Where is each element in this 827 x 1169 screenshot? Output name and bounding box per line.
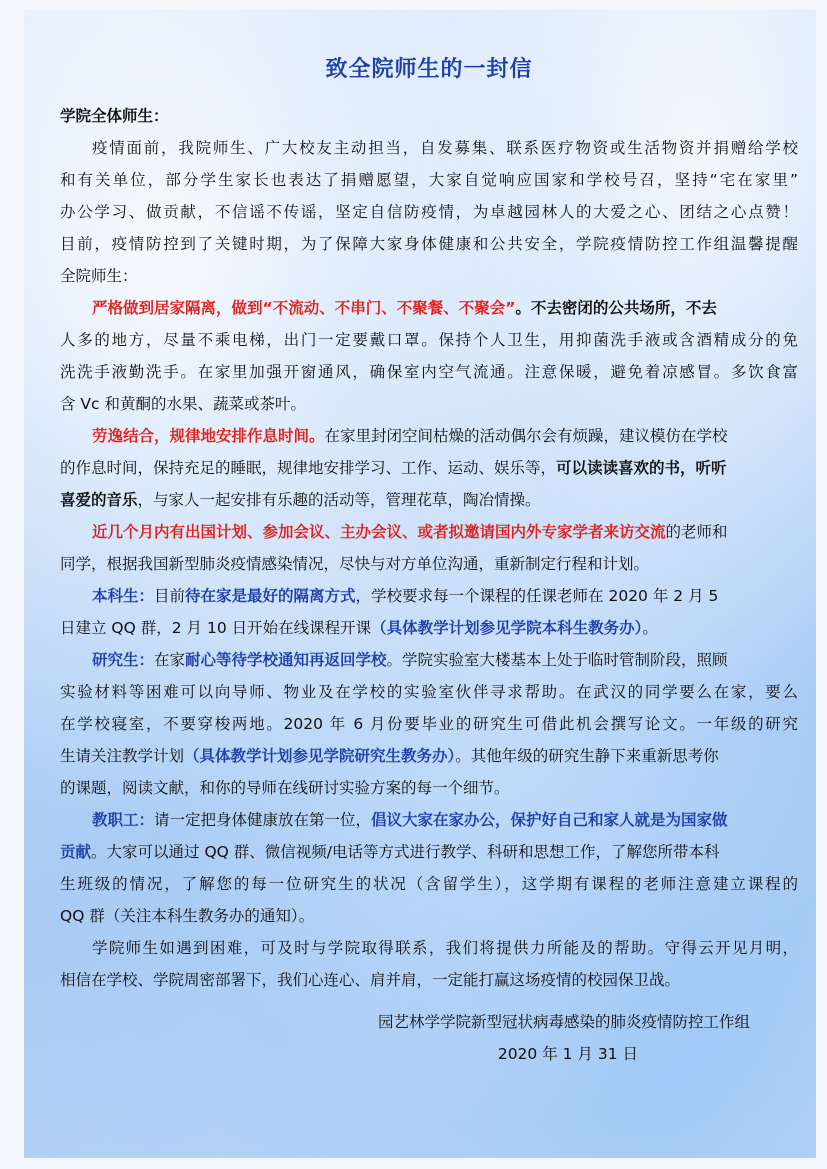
letter-content	[60, 50, 798, 1070]
paragraph-line: 目前，疫情防控到了关键时期，为了保障大家身体健康和公共安全，学院疫情防控工作组温馨提醒	[60, 235, 798, 253]
text-span: 日建立 QQ 群，2 月 10 日开始在线课程开课	[60, 619, 372, 637]
paragraph-line	[60, 740, 798, 772]
text-span: 的作息时间，保持充足的睡眠，规律地安排学习、工作、运动、娱乐等，	[60, 459, 557, 477]
highlight-bold: 喜爱的音乐	[60, 491, 138, 509]
text-span: 在家	[154, 651, 186, 669]
letter-page	[24, 10, 816, 1158]
paragraph-graduates	[60, 644, 798, 804]
paragraph-closing	[60, 932, 798, 996]
paragraph-line: 同学，根据我国新型肺炎疫情感染情况，尽快与对方单位沟通，重新制定行程和计划。	[60, 555, 650, 573]
paragraph-line	[60, 836, 798, 868]
paragraph-line: 生班级的情况，了解您的每一位研究生的状况（含留学生），这学期有课程的老师注意建立课程的	[60, 875, 798, 893]
highlight-blue: 倡议大家在家办公，保护好自己和家人就是为国家做	[371, 811, 728, 829]
paragraph-intro	[60, 132, 798, 292]
paragraph-routine	[60, 420, 798, 516]
text-span: 在家里封闭空间枯燥的活动偶尔会有烦躁，建议模仿在学校	[324, 427, 728, 445]
paragraph-line	[60, 804, 798, 836]
paragraph-line: 人多的地方，尽量不乘电梯，出门一定要戴口罩。保持个人卫生，用抑菌洗手液或含酒精成分的免	[60, 331, 798, 349]
section-label: 研究生：	[92, 651, 155, 669]
text-span: 请一定把身体健康放在第一位，	[154, 811, 372, 829]
text-span: 目前	[154, 587, 186, 605]
paragraph-line: QQ 群（关注本科生教务办的通知）。	[60, 907, 315, 925]
paragraph-line: 和有关单位，部分学生家长也表达了捐赠愿望，大家自觉响应国家和学校号召，坚持“宅在家里”	[60, 171, 798, 189]
paragraph-line	[60, 580, 798, 612]
highlight-blue: 耐心等待学校通知再返回学校	[185, 651, 387, 669]
highlight-blue: （具体教学计划参见学院本科生教务办）	[371, 619, 643, 637]
paragraph-line	[60, 452, 798, 484]
paragraph-line: 含 Vc 和黄酮的水果、蔬菜或茶叶。	[60, 395, 306, 413]
paragraph-line: 在学校寝室，不要穿梭两地。2020 年 6 月份要毕业的研究生可借此机会撰写论文。一年级的研究	[60, 715, 798, 733]
paragraph-line: 办公学习、做贡献，不信谣不传谣，坚定自信防疫情，为卓越园林人的大爱之心、团结之心点赞！	[60, 203, 798, 221]
paragraph-isolation	[60, 292, 798, 420]
text-span: 。其他年级的研究生静下来重新思考你	[455, 747, 719, 765]
paragraph-staff	[60, 804, 798, 932]
letter-title: 致全院师生的一封信	[325, 57, 533, 82]
text-span: 。大家可以通过 QQ 群、微信视频/电话等方式进行教学、科研和思想工作，了解您所带本科	[91, 843, 720, 861]
paragraph-line: 学院师生如遇到困难，可及时与学院取得联系，我们将提供力所能及的帮助。守得云开见月明，	[92, 939, 798, 957]
highlight-red: 劳逸结合，规律地安排作息时间。	[92, 427, 325, 445]
highlight-red: 严格做到居家隔离，做到“不流动、不串门、不聚餐、不聚会”	[92, 299, 516, 317]
section-label: 教职工：	[92, 811, 155, 829]
section-label: 本科生：	[92, 587, 155, 605]
paragraph-undergraduates	[60, 580, 798, 644]
paragraph-line	[60, 644, 798, 676]
paragraph-travel	[60, 516, 798, 580]
text-span: 的老师和	[665, 523, 728, 541]
highlight-blue: 待在家是最好的隔离方式	[185, 587, 356, 605]
highlight-red: 近几个月内有出国计划、参加会议、主办会议、或者拟邀请国内外专家学者来访交流	[92, 523, 666, 541]
text-span: ，学校要求每一个课程的任课老师在 2020 年 2 月 5	[355, 587, 719, 605]
text-span: 生请关注教学计划	[60, 747, 185, 765]
paragraph-line: 的课题，阅读文献，和你的导师在线研讨实验方案的每一个细节。	[60, 779, 510, 797]
paragraph-line	[60, 612, 798, 644]
paragraph-line	[60, 292, 798, 324]
paragraph-line	[60, 420, 798, 452]
highlight-blue: （具体教学计划参见学院研究生教务办）	[184, 747, 456, 765]
paragraph-line	[60, 516, 798, 548]
paragraph-line: 实验材料等困难可以向导师、物业及在学校的实验室伙伴寻求帮助。在武汉的同学要么在家，要么	[60, 683, 798, 701]
salutation: 学院全体师生：	[60, 107, 169, 125]
paragraph-line: 疫情面前，我院师生、广大校友主动担当，自发募集、联系医疗物资或生活物资并捐赠给学校	[92, 139, 798, 157]
text-span: 。不去密闭的公共场所，不去	[515, 299, 717, 317]
paragraph-line: 相信在学校、学院周密部署下，我们心连心、肩并肩，一定能打赢这场疫情的校园保卫战。	[60, 971, 681, 989]
paragraph-line: 全院师生：	[60, 267, 138, 285]
highlight-bold: 可以读读喜欢的书，听听	[556, 459, 727, 477]
highlight-blue: 贡献	[60, 843, 92, 861]
date: 2020 年 1 月 31 日	[497, 1045, 638, 1063]
signature: 园艺林学学院新型冠状病毒感染的肺炎疫情防控工作组	[377, 1013, 750, 1031]
paragraph-line	[60, 484, 798, 516]
text-span: ，与家人一起安排有乐趣的活动等，管理花草，陶冶情操。	[137, 491, 541, 509]
text-span: 。学院实验室大楼基本上处于临时管制阶段，照顾	[386, 651, 728, 669]
paragraph-line: 洗洗手液勤洗手。在家里加强开窗通风，确保室内空气流通。注意保暖，避免着凉感冒。多饮食富	[60, 363, 798, 381]
text-span: 。	[642, 619, 658, 637]
